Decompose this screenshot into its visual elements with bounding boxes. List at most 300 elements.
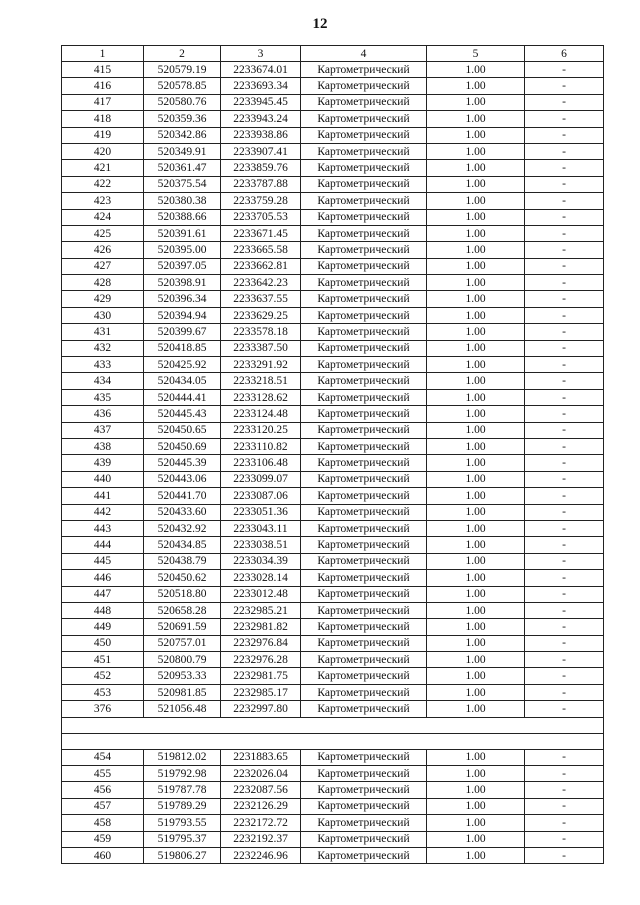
note-cell: - [525,357,604,373]
y-coordinate-cell: 2232087.56 [221,782,301,798]
y-coordinate-cell: 2231883.65 [221,749,301,765]
x-coordinate-cell: 520396.34 [144,291,221,307]
method-cell: Картометрический [301,701,427,717]
accuracy-cell: 1.00 [427,62,525,78]
page-number: 12 [312,16,328,32]
x-coordinate-cell: 520433.60 [144,504,221,520]
y-coordinate-cell: 2233099.07 [221,471,301,487]
method-cell: Картометрический [301,586,427,602]
method-cell: Картометрический [301,668,427,684]
point-number-cell: 415 [62,62,144,78]
note-cell: - [525,176,604,192]
method-cell: Картометрический [301,143,427,159]
point-number-cell: 452 [62,668,144,684]
x-coordinate-cell: 520388.66 [144,209,221,225]
y-coordinate-cell: 2233665.58 [221,242,301,258]
header-cell-4: 4 [301,46,427,62]
note-cell: - [525,504,604,520]
x-coordinate-cell: 520445.43 [144,406,221,422]
accuracy-cell: 1.00 [427,504,525,520]
note-cell: - [525,815,604,831]
table-row [62,602,604,618]
x-coordinate-cell: 519795.37 [144,831,221,847]
note-cell: - [525,520,604,536]
point-number-cell: 451 [62,652,144,668]
accuracy-cell: 1.00 [427,324,525,340]
accuracy-cell: 1.00 [427,520,525,536]
accuracy-cell: 1.00 [427,782,525,798]
table-row [62,504,604,520]
point-number-cell: 448 [62,602,144,618]
y-coordinate-cell: 2233043.11 [221,520,301,536]
note-cell: - [525,275,604,291]
method-cell: Картометрический [301,488,427,504]
method-cell: Картометрический [301,815,427,831]
x-coordinate-cell: 519806.27 [144,847,221,863]
x-coordinate-cell: 520757.01 [144,635,221,651]
table-row [62,471,604,487]
x-coordinate-cell: 519792.98 [144,766,221,782]
y-coordinate-cell: 2233128.62 [221,389,301,405]
accuracy-cell: 1.00 [427,586,525,602]
method-cell: Картометрический [301,847,427,863]
accuracy-cell: 1.00 [427,258,525,274]
x-coordinate-cell: 520438.79 [144,553,221,569]
table-row [62,455,604,471]
method-cell: Картометрический [301,520,427,536]
point-number-cell: 460 [62,847,144,863]
accuracy-cell: 1.00 [427,798,525,814]
table-row [62,652,604,668]
accuracy-cell: 1.00 [427,831,525,847]
method-cell: Картометрический [301,553,427,569]
note-cell: - [525,766,604,782]
table-row [62,684,604,700]
method-cell: Картометрический [301,242,427,258]
x-coordinate-cell: 519787.78 [144,782,221,798]
table-row [62,668,604,684]
y-coordinate-cell: 2233291.92 [221,357,301,373]
accuracy-cell: 1.00 [427,78,525,94]
x-coordinate-cell: 519812.02 [144,749,221,765]
table-row [62,225,604,241]
table-row [62,406,604,422]
method-cell: Картометрический [301,62,427,78]
separator-row [62,733,604,749]
note-cell: - [525,652,604,668]
note-cell: - [525,94,604,110]
method-cell: Картометрический [301,111,427,127]
note-cell: - [525,782,604,798]
point-number-cell: 433 [62,357,144,373]
table-row [62,94,604,110]
note-cell: - [525,111,604,127]
y-coordinate-cell: 2233938.86 [221,127,301,143]
x-coordinate-cell: 520579.19 [144,62,221,78]
point-number-cell: 435 [62,389,144,405]
table-row [62,111,604,127]
note-cell: - [525,749,604,765]
table-row [62,619,604,635]
accuracy-cell: 1.00 [427,275,525,291]
point-number-cell: 421 [62,160,144,176]
header-cell-6: 6 [525,46,604,62]
y-coordinate-cell: 2232126.29 [221,798,301,814]
accuracy-cell: 1.00 [427,570,525,586]
y-coordinate-cell: 2233662.81 [221,258,301,274]
point-number-cell: 455 [62,766,144,782]
x-coordinate-cell: 520691.59 [144,619,221,635]
point-number-cell: 450 [62,635,144,651]
y-coordinate-cell: 2232981.75 [221,668,301,684]
accuracy-cell: 1.00 [427,847,525,863]
point-number-cell: 419 [62,127,144,143]
y-coordinate-cell: 2232246.96 [221,847,301,863]
table-row [62,438,604,454]
x-coordinate-cell: 520441.70 [144,488,221,504]
point-number-cell: 453 [62,684,144,700]
header-row [62,46,604,62]
note-cell: - [525,684,604,700]
accuracy-cell: 1.00 [427,422,525,438]
note-cell: - [525,143,604,159]
y-coordinate-cell: 2232976.28 [221,652,301,668]
point-number-cell: 444 [62,537,144,553]
note-cell: - [525,62,604,78]
point-number-cell: 423 [62,193,144,209]
method-cell: Картометрический [301,258,427,274]
table-row [62,766,604,782]
method-cell: Картометрический [301,357,427,373]
note-cell: - [525,373,604,389]
table-row [62,143,604,159]
note-cell: - [525,488,604,504]
point-number-cell: 429 [62,291,144,307]
point-number-cell: 445 [62,553,144,569]
x-coordinate-cell: 520444.41 [144,389,221,405]
y-coordinate-cell: 2233124.48 [221,406,301,422]
method-cell: Картометрический [301,635,427,651]
method-cell: Картометрический [301,652,427,668]
accuracy-cell: 1.00 [427,291,525,307]
accuracy-cell: 1.00 [427,537,525,553]
accuracy-cell: 1.00 [427,488,525,504]
y-coordinate-cell: 2233787.88 [221,176,301,192]
method-cell: Картометрический [301,209,427,225]
table-row [62,831,604,847]
point-number-cell: 439 [62,455,144,471]
accuracy-cell: 1.00 [427,471,525,487]
table-row [62,62,604,78]
note-cell: - [525,258,604,274]
accuracy-cell: 1.00 [427,766,525,782]
y-coordinate-cell: 2233106.48 [221,455,301,471]
note-cell: - [525,389,604,405]
y-coordinate-cell: 2233051.36 [221,504,301,520]
y-coordinate-cell: 2233642.23 [221,275,301,291]
point-number-cell: 449 [62,619,144,635]
y-coordinate-cell: 2233859.76 [221,160,301,176]
note-cell: - [525,160,604,176]
point-number-cell: 441 [62,488,144,504]
x-coordinate-cell: 520434.85 [144,537,221,553]
accuracy-cell: 1.00 [427,127,525,143]
table-row [62,307,604,323]
table-row [62,782,604,798]
table-row [62,701,604,717]
x-coordinate-cell: 520399.67 [144,324,221,340]
note-cell: - [525,127,604,143]
accuracy-cell: 1.00 [427,357,525,373]
y-coordinate-cell: 2232997.80 [221,701,301,717]
table-row [62,488,604,504]
x-coordinate-cell: 520578.85 [144,78,221,94]
point-number-cell: 417 [62,94,144,110]
x-coordinate-cell: 520450.69 [144,438,221,454]
y-coordinate-cell: 2233629.25 [221,307,301,323]
x-coordinate-cell: 520981.85 [144,684,221,700]
y-coordinate-cell: 2233120.25 [221,422,301,438]
accuracy-cell: 1.00 [427,701,525,717]
x-coordinate-cell: 520391.61 [144,225,221,241]
y-coordinate-cell: 2233034.39 [221,553,301,569]
note-cell: - [525,455,604,471]
x-coordinate-cell: 520434.05 [144,373,221,389]
y-coordinate-cell: 2233578.18 [221,324,301,340]
x-coordinate-cell: 519789.29 [144,798,221,814]
y-coordinate-cell: 2233637.55 [221,291,301,307]
table-body [62,62,604,864]
x-coordinate-cell: 520443.06 [144,471,221,487]
x-coordinate-cell: 520450.65 [144,422,221,438]
y-coordinate-cell: 2233907.41 [221,143,301,159]
point-number-cell: 432 [62,340,144,356]
accuracy-cell: 1.00 [427,94,525,110]
x-coordinate-cell: 520953.33 [144,668,221,684]
x-coordinate-cell: 520580.76 [144,94,221,110]
note-cell: - [525,798,604,814]
method-cell: Картометрический [301,684,427,700]
table-row [62,422,604,438]
method-cell: Картометрический [301,798,427,814]
method-cell: Картометрический [301,570,427,586]
note-cell: - [525,291,604,307]
table-row [62,291,604,307]
table-row [62,570,604,586]
method-cell: Картометрический [301,537,427,553]
accuracy-cell: 1.00 [427,225,525,241]
table-row [62,373,604,389]
note-cell: - [525,570,604,586]
method-cell: Картометрический [301,455,427,471]
x-coordinate-cell: 520418.85 [144,340,221,356]
point-number-cell: 446 [62,570,144,586]
x-coordinate-cell: 520445.39 [144,455,221,471]
point-number-cell: 431 [62,324,144,340]
x-coordinate-cell: 520397.05 [144,258,221,274]
note-cell: - [525,193,604,209]
table-row [62,586,604,602]
note-cell: - [525,307,604,323]
note-cell: - [525,324,604,340]
table-row [62,520,604,536]
accuracy-cell: 1.00 [427,455,525,471]
y-coordinate-cell: 2233038.51 [221,537,301,553]
x-coordinate-cell: 520349.91 [144,143,221,159]
point-number-cell: 440 [62,471,144,487]
y-coordinate-cell: 2232985.17 [221,684,301,700]
note-cell: - [525,537,604,553]
method-cell: Картометрический [301,406,427,422]
accuracy-cell: 1.00 [427,438,525,454]
accuracy-cell: 1.00 [427,668,525,684]
y-coordinate-cell: 2232981.82 [221,619,301,635]
point-number-cell: 454 [62,749,144,765]
method-cell: Картометрический [301,193,427,209]
method-cell: Картометрический [301,340,427,356]
table-row [62,324,604,340]
method-cell: Картометрический [301,373,427,389]
x-coordinate-cell: 520398.91 [144,275,221,291]
point-number-cell: 442 [62,504,144,520]
method-cell: Картометрический [301,307,427,323]
point-number-cell: 425 [62,225,144,241]
point-number-cell: 430 [62,307,144,323]
table-row [62,209,604,225]
note-cell: - [525,847,604,863]
separator-row [62,717,604,733]
x-coordinate-cell: 520658.28 [144,602,221,618]
note-cell: - [525,406,604,422]
table-row [62,340,604,356]
y-coordinate-cell: 2232026.04 [221,766,301,782]
method-cell: Картометрический [301,619,427,635]
accuracy-cell: 1.00 [427,815,525,831]
table-row [62,389,604,405]
x-coordinate-cell: 520450.62 [144,570,221,586]
note-cell: - [525,471,604,487]
header-cell-2: 2 [144,46,221,62]
note-cell: - [525,225,604,241]
separator-cell [62,717,604,733]
table-row [62,537,604,553]
y-coordinate-cell: 2233087.06 [221,488,301,504]
y-coordinate-cell: 2233671.45 [221,225,301,241]
x-coordinate-cell: 520395.00 [144,242,221,258]
point-number-cell: 434 [62,373,144,389]
method-cell: Картометрический [301,422,427,438]
y-coordinate-cell: 2233218.51 [221,373,301,389]
point-number-cell: 428 [62,275,144,291]
accuracy-cell: 1.00 [427,684,525,700]
method-cell: Картометрический [301,602,427,618]
accuracy-cell: 1.00 [427,111,525,127]
method-cell: Картометрический [301,504,427,520]
y-coordinate-cell: 2232985.21 [221,602,301,618]
point-number-cell: 457 [62,798,144,814]
table-row [62,357,604,373]
method-cell: Картометрический [301,438,427,454]
table-row [62,798,604,814]
table-row [62,160,604,176]
table-row [62,847,604,863]
table-row [62,78,604,94]
table-row [62,176,604,192]
method-cell: Картометрический [301,324,427,340]
point-number-cell: 458 [62,815,144,831]
x-coordinate-cell: 520375.54 [144,176,221,192]
table-row [62,749,604,765]
note-cell: - [525,340,604,356]
accuracy-cell: 1.00 [427,160,525,176]
accuracy-cell: 1.00 [427,652,525,668]
note-cell: - [525,619,604,635]
table-row [62,193,604,209]
point-number-cell: 424 [62,209,144,225]
note-cell: - [525,602,604,618]
point-number-cell: 422 [62,176,144,192]
note-cell: - [525,242,604,258]
y-coordinate-cell: 2233943.24 [221,111,301,127]
y-coordinate-cell: 2233705.53 [221,209,301,225]
point-number-cell: 447 [62,586,144,602]
method-cell: Картометрический [301,275,427,291]
accuracy-cell: 1.00 [427,307,525,323]
note-cell: - [525,78,604,94]
note-cell: - [525,831,604,847]
accuracy-cell: 1.00 [427,193,525,209]
y-coordinate-cell: 2233674.01 [221,62,301,78]
method-cell: Картометрический [301,94,427,110]
x-coordinate-cell: 520800.79 [144,652,221,668]
table-row [62,275,604,291]
x-coordinate-cell: 520342.86 [144,127,221,143]
accuracy-cell: 1.00 [427,749,525,765]
point-number-cell: 420 [62,143,144,159]
table-row [62,258,604,274]
point-number-cell: 459 [62,831,144,847]
accuracy-cell: 1.00 [427,553,525,569]
y-coordinate-cell: 2232172.72 [221,815,301,831]
accuracy-cell: 1.00 [427,619,525,635]
x-coordinate-cell: 521056.48 [144,701,221,717]
note-cell: - [525,438,604,454]
method-cell: Картометрический [301,766,427,782]
coordinates-table [61,45,604,864]
method-cell: Картометрический [301,225,427,241]
point-number-cell: 456 [62,782,144,798]
method-cell: Картометрический [301,831,427,847]
accuracy-cell: 1.00 [427,209,525,225]
method-cell: Картометрический [301,127,427,143]
method-cell: Картометрический [301,389,427,405]
method-cell: Картометрический [301,291,427,307]
point-number-cell: 438 [62,438,144,454]
y-coordinate-cell: 2233110.82 [221,438,301,454]
table-row [62,127,604,143]
accuracy-cell: 1.00 [427,389,525,405]
note-cell: - [525,701,604,717]
method-cell: Картометрический [301,471,427,487]
x-coordinate-cell: 520432.92 [144,520,221,536]
method-cell: Картометрический [301,78,427,94]
note-cell: - [525,209,604,225]
point-number-cell: 427 [62,258,144,274]
point-number-cell: 437 [62,422,144,438]
accuracy-cell: 1.00 [427,635,525,651]
x-coordinate-cell: 520394.94 [144,307,221,323]
note-cell: - [525,586,604,602]
